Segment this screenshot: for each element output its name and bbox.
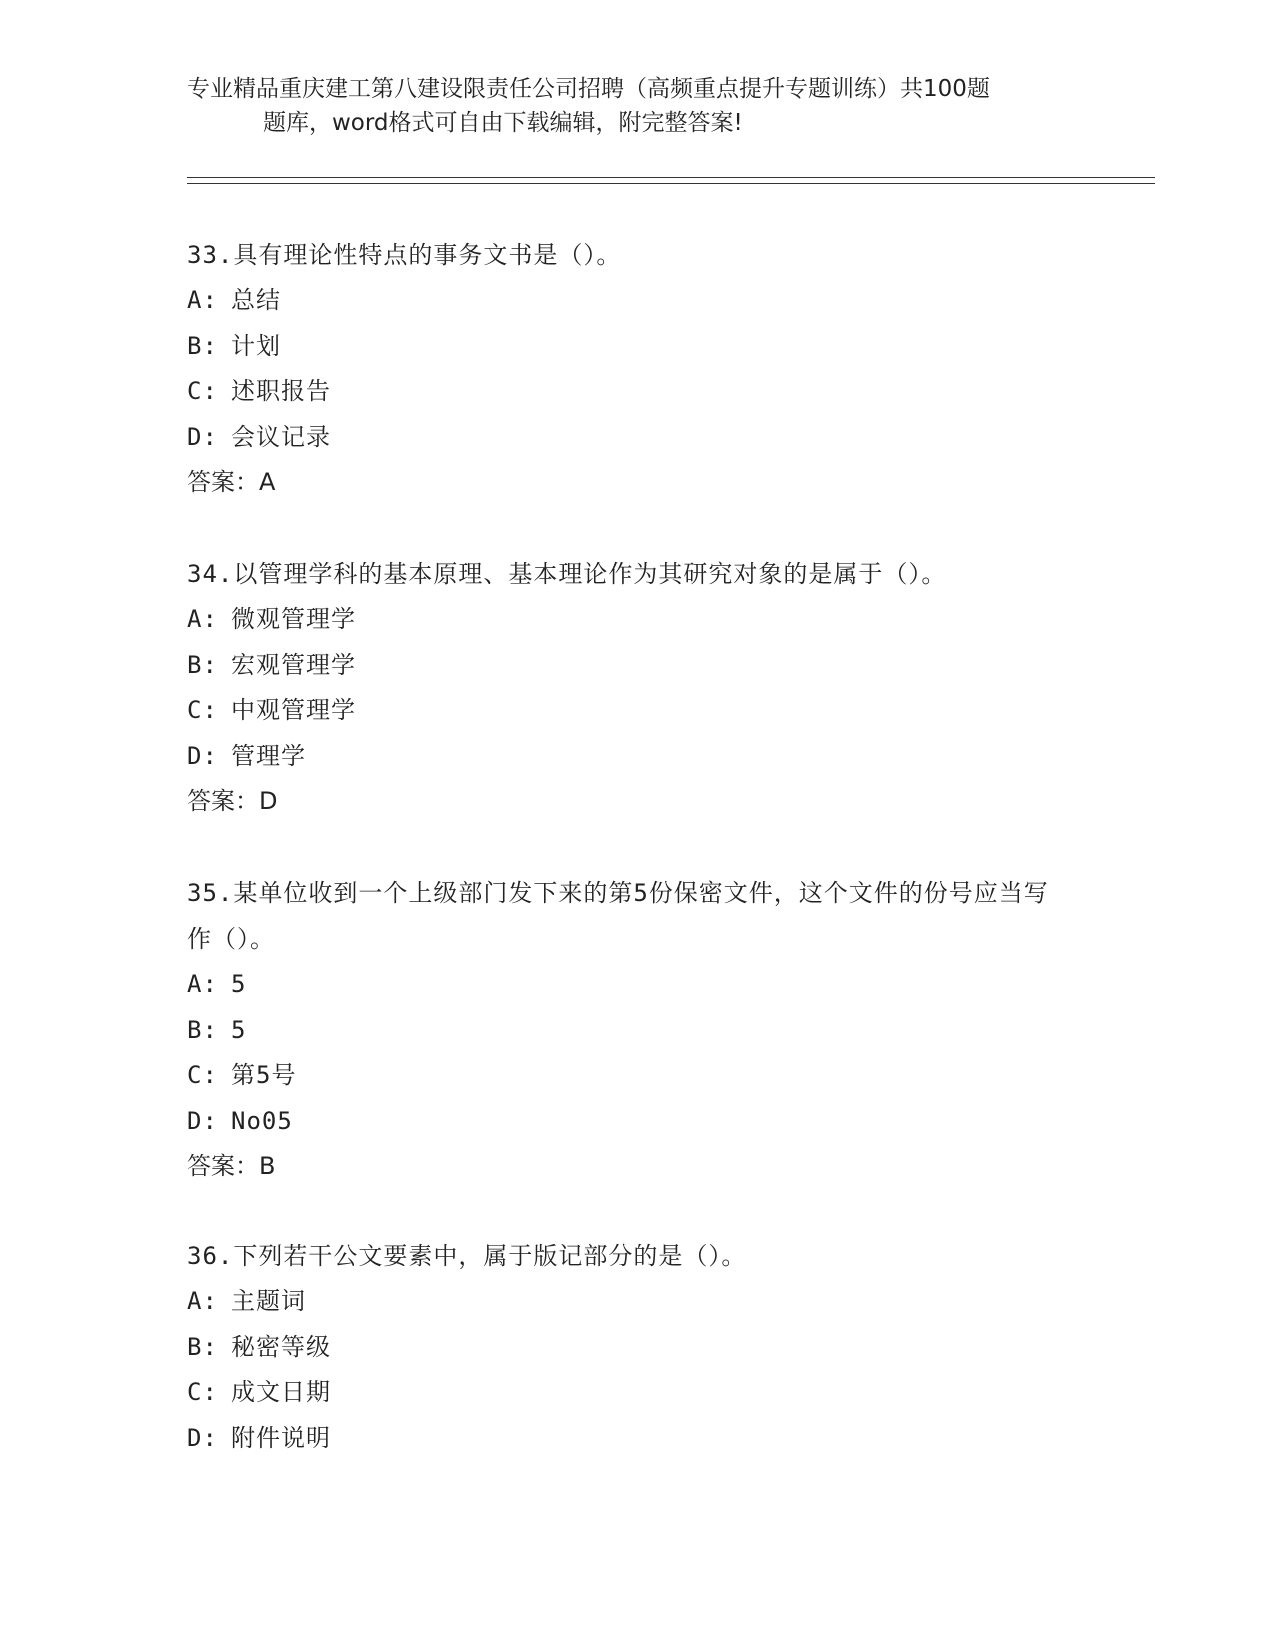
question-stem: 35.某单位收到一个上级部门发下来的第5份保密文件，这个文件的份号应当写作（）。 <box>187 879 1049 953</box>
option-text: 会议记录 <box>231 422 331 451</box>
option-text: 主题词 <box>231 1287 306 1315</box>
option-text: 5 <box>231 970 247 998</box>
option-a <box>187 597 1067 643</box>
option-c <box>187 1370 1067 1416</box>
option-text: 述职报告 <box>231 377 331 405</box>
question-34 <box>187 551 1067 825</box>
header-title-line-2: 题库，word格式可自由下载编辑，附完整答案! <box>263 110 743 136</box>
option-a <box>187 278 1067 324</box>
option-d <box>187 415 1067 461</box>
option-label: C: <box>187 696 218 724</box>
option-label: B: <box>187 1015 218 1044</box>
option-label: D: <box>187 1106 218 1135</box>
option-label: A: <box>187 605 218 633</box>
document-header <box>187 72 1067 140</box>
option-b <box>187 324 1067 370</box>
option-label: B: <box>187 650 218 679</box>
option-a <box>187 962 1067 1008</box>
question-33 <box>187 232 1067 506</box>
header-divider-bottom <box>187 183 1155 184</box>
option-a <box>187 1279 1067 1325</box>
option-text: 总结 <box>231 286 281 314</box>
option-label: A: <box>187 286 218 314</box>
option-label: C: <box>187 1061 218 1089</box>
option-b <box>187 643 1067 689</box>
option-label: D: <box>187 741 218 770</box>
option-text: 管理学 <box>231 741 306 770</box>
option-d <box>187 1416 1067 1462</box>
header-title-line-1: 专业精品重庆建工第八建设限责任公司招聘（高频重点提升专题训练）共100题 <box>187 76 990 102</box>
option-text: 附件说明 <box>231 1423 331 1452</box>
answer-line: 答案：A <box>187 468 276 496</box>
option-label: C: <box>187 377 218 405</box>
option-label: D: <box>187 422 218 451</box>
question-stem: 33.具有理论性特点的事务文书是（）。 <box>187 241 622 269</box>
option-label: A: <box>187 1287 218 1315</box>
option-c <box>187 688 1067 734</box>
question-stem: 36.下列若干公文要素中，属于版记部分的是（）。 <box>187 1242 747 1270</box>
answer-line: 答案：D <box>187 787 278 815</box>
option-label: B: <box>187 1332 218 1361</box>
option-c <box>187 1053 1067 1099</box>
option-text: 计划 <box>231 331 281 360</box>
option-label: A: <box>187 970 218 998</box>
option-c <box>187 369 1067 415</box>
option-text: 成文日期 <box>231 1378 331 1406</box>
option-text: 宏观管理学 <box>231 650 356 679</box>
option-label: C: <box>187 1378 218 1406</box>
question-stem: 34.以管理学科的基本原理、基本理论作为其研究对象的是属于（）。 <box>187 560 947 588</box>
option-b <box>187 1325 1067 1371</box>
option-label: D: <box>187 1423 218 1452</box>
answer-line: 答案：B <box>187 1152 276 1180</box>
option-text: 微观管理学 <box>231 605 356 633</box>
question-36 <box>187 1233 1067 1461</box>
option-text: 5 <box>231 1015 247 1044</box>
option-text: 第5号 <box>231 1061 297 1089</box>
option-label: B: <box>187 331 218 360</box>
header-divider-top <box>187 177 1155 178</box>
option-text: 中观管理学 <box>231 696 356 724</box>
option-b <box>187 1008 1067 1054</box>
option-text: 秘密等级 <box>231 1332 331 1361</box>
option-d <box>187 1099 1067 1145</box>
option-text: No05 <box>231 1106 293 1135</box>
question-35 <box>187 870 1067 1190</box>
option-d <box>187 734 1067 780</box>
